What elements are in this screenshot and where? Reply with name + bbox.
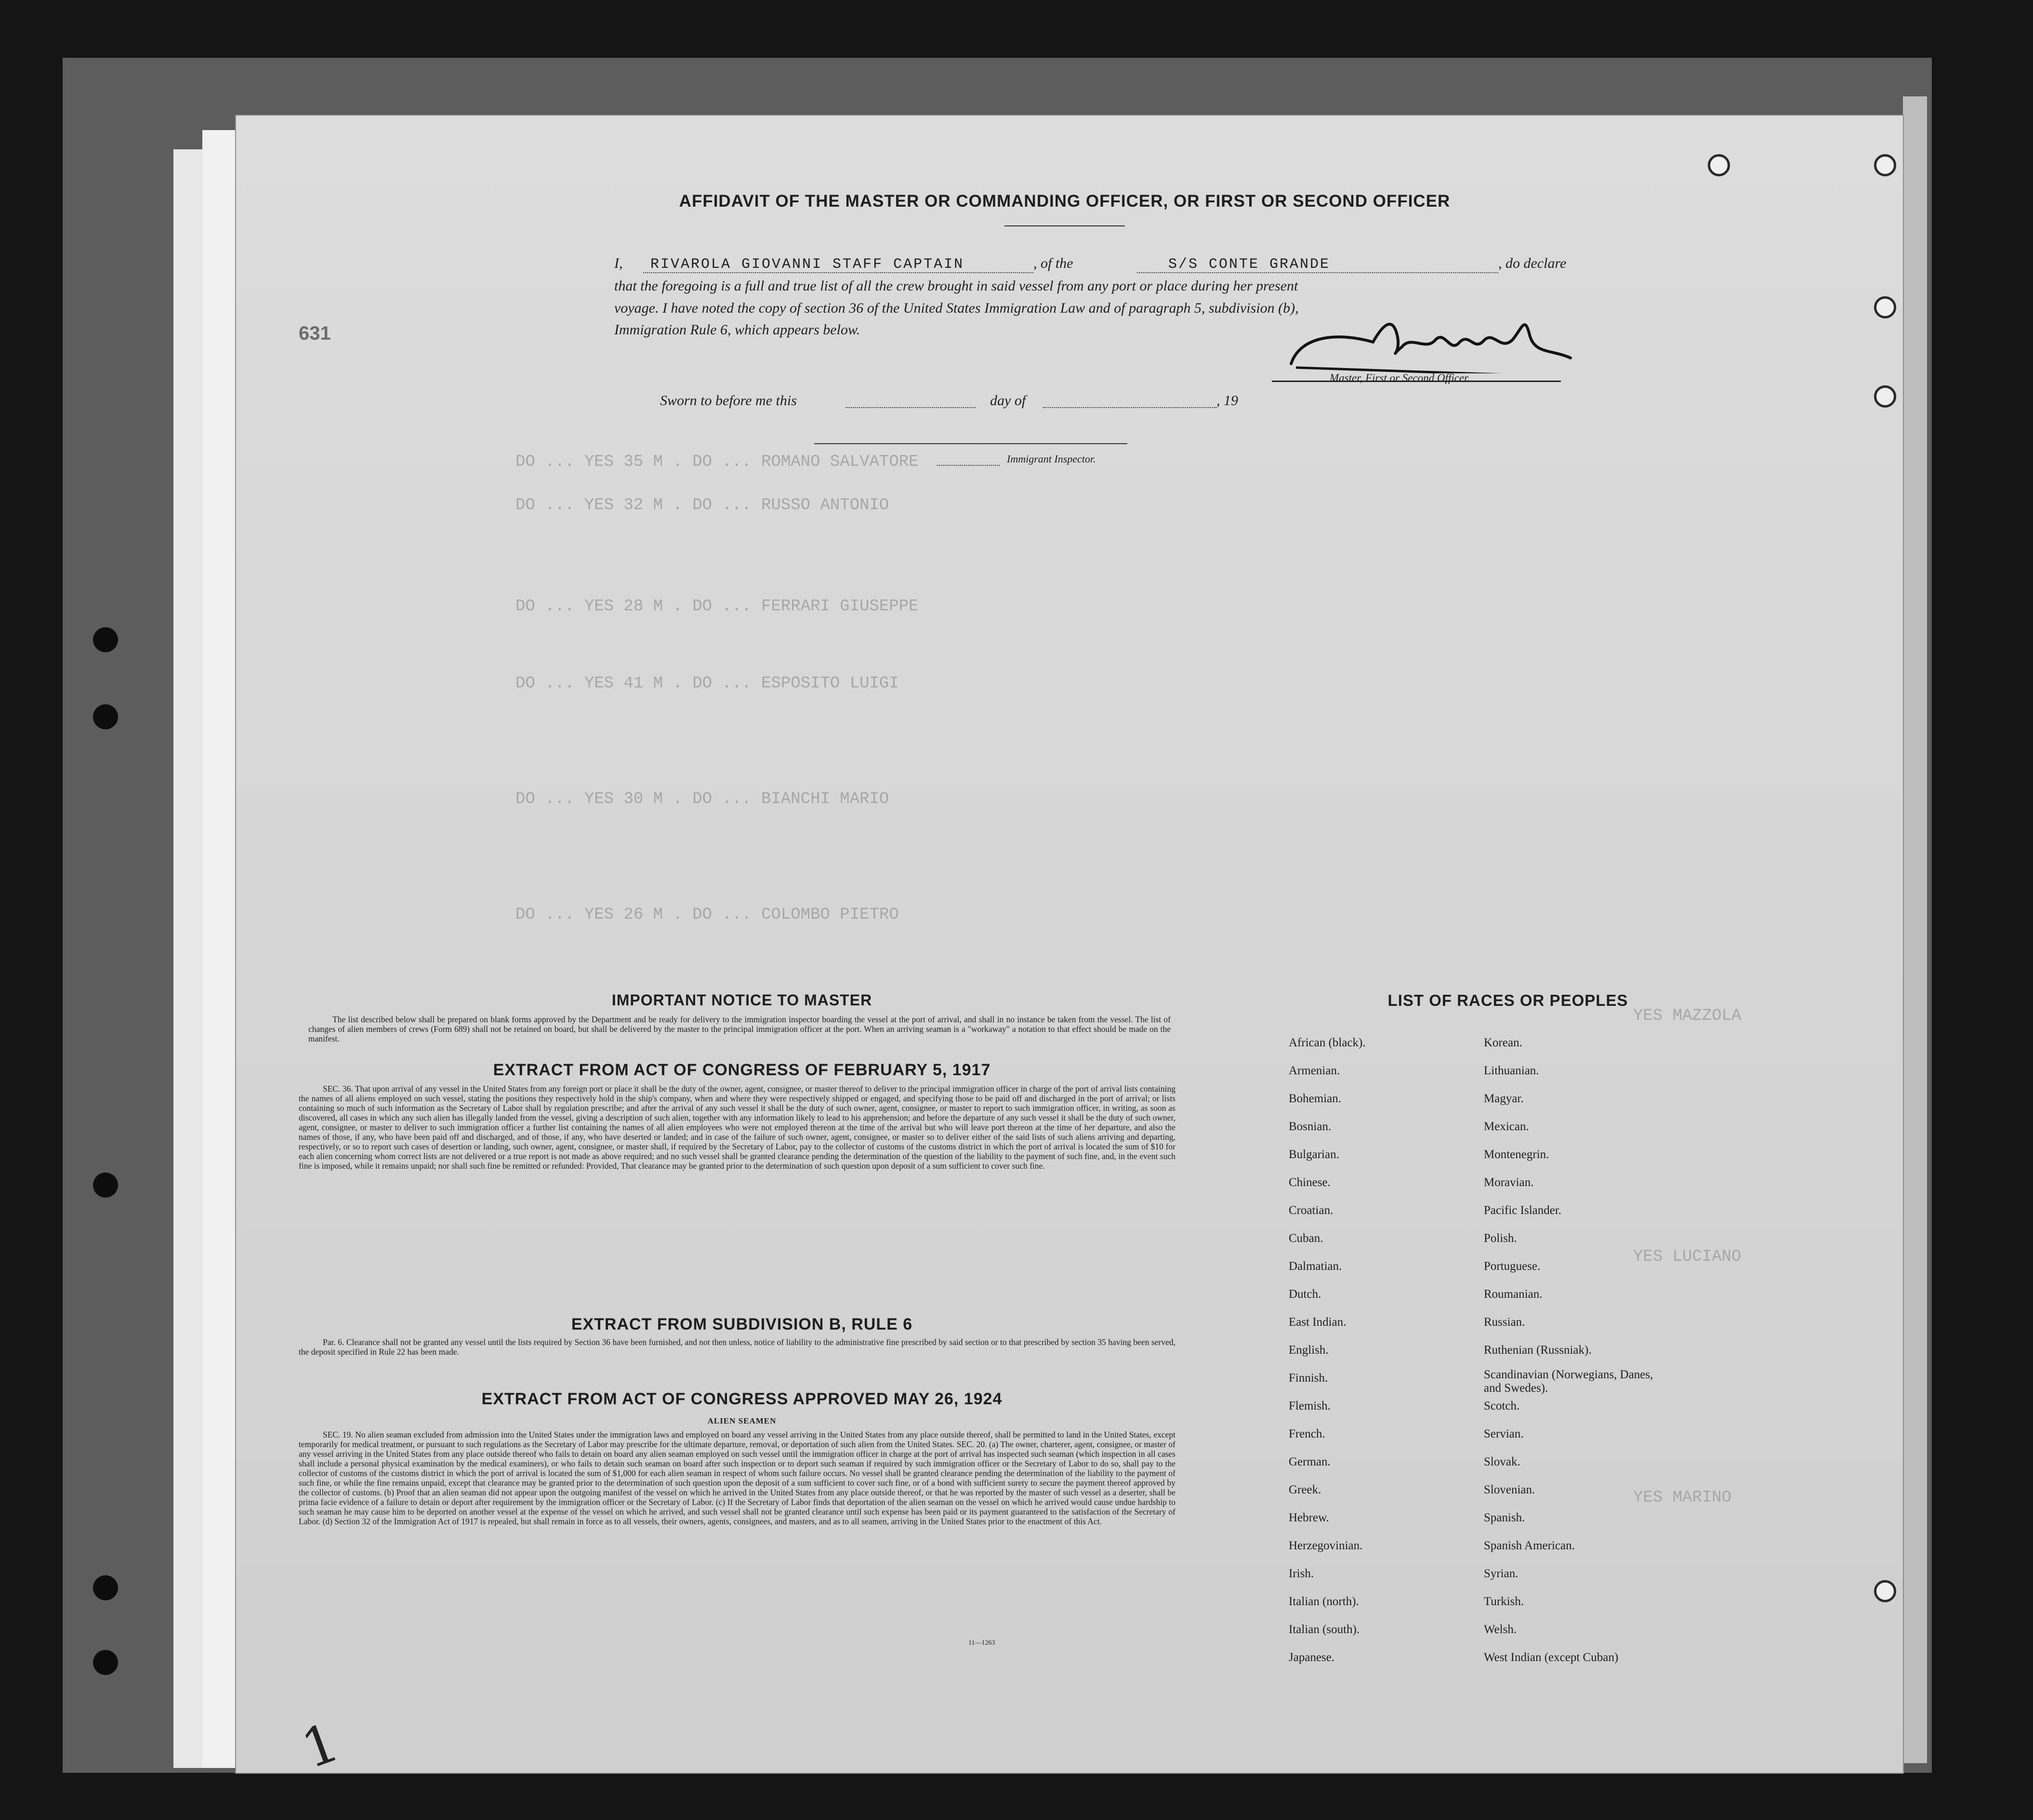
affidavit-title: AFFIDAVIT OF THE MASTER OR COMMANDING OFFICER, OR FIRST OR SECOND OFFICER bbox=[679, 192, 1451, 211]
sheet-ring-hole bbox=[1708, 154, 1730, 176]
month-line bbox=[1043, 407, 1216, 408]
race-item: Bohemian. bbox=[1289, 1092, 1342, 1105]
race-item: Greek. bbox=[1289, 1483, 1321, 1496]
inspector-label: Immigrant Inspector. bbox=[1007, 453, 1096, 465]
race-item: Italian (north). bbox=[1289, 1595, 1359, 1608]
notice-body: The list described below shall be prepared on blank forms approved by the Department and be ready for delivery to the immigration inspector boarding the vessel at the port of arrival, and shall in no instance be taken from the vessel. The list of changes of alien members of crews (Form 689) shall not be retained on board, but shall be delivered by the master to the principal immigration officer at the port. When an arriving seaman is a "workaway" a notation to that effect should be made on the manifest. bbox=[308, 1015, 1171, 1043]
act-1924-title: EXTRACT FROM ACT OF CONGRESS APPROVED MAY 26, 1924 bbox=[481, 1390, 1003, 1408]
race-item: Herzegovinian. bbox=[1289, 1539, 1363, 1552]
bleed-through-text: DO ... YES 41 M . DO ... ESPOSITO LUIGI bbox=[515, 674, 899, 693]
race-item: Mexican. bbox=[1484, 1120, 1529, 1133]
race-item: French. bbox=[1289, 1427, 1325, 1440]
vessel-line bbox=[1137, 272, 1498, 273]
race-item: Croatian. bbox=[1289, 1204, 1333, 1217]
race-item: Portuguese. bbox=[1484, 1260, 1541, 1273]
rule-6-title: EXTRACT FROM SUBDIVISION B, RULE 6 bbox=[571, 1315, 913, 1333]
underlying-sheet-edge bbox=[1903, 96, 1927, 1763]
officer-signature bbox=[1281, 306, 1619, 373]
race-item: East Indian. bbox=[1289, 1316, 1347, 1329]
race-item: Russian. bbox=[1484, 1316, 1525, 1329]
sheet-ring-hole bbox=[1874, 154, 1896, 176]
race-item: Scandinavian (Norwegians, Danes, and Swedes). bbox=[1484, 1368, 1653, 1395]
race-item: English. bbox=[1289, 1344, 1329, 1357]
race-item: German. bbox=[1289, 1455, 1331, 1468]
binder-hole bbox=[93, 704, 118, 729]
race-item: Italian (south). bbox=[1289, 1623, 1360, 1636]
bleed-through-text: YES MAZZOLA bbox=[1633, 1007, 1742, 1025]
race-item: Dutch. bbox=[1289, 1288, 1321, 1301]
signature-caption: Master, First or Second Officer. bbox=[1330, 372, 1470, 384]
race-item: Magyar. bbox=[1484, 1092, 1524, 1105]
race-item: Armenian. bbox=[1289, 1064, 1340, 1077]
affidavit-line-2: that the foregoing is a full and true list of all the crew brought in said vessel from any port or place during her present bbox=[614, 278, 1298, 294]
bleed-through-text: YES LUCIANO bbox=[1633, 1248, 1742, 1266]
binder-hole bbox=[93, 1575, 118, 1600]
race-item: Korean. bbox=[1484, 1036, 1522, 1049]
race-item: Japanese. bbox=[1289, 1651, 1335, 1664]
race-item: Hebrew. bbox=[1289, 1511, 1329, 1524]
race-item: Bosnian. bbox=[1289, 1120, 1332, 1133]
race-item: Slovak. bbox=[1484, 1455, 1520, 1468]
rule-6-body: Par. 6. Clearance shall not be granted any vessel until the lists required by Section 36 have been furnished, and not then unless, notice of liability to the administrative fine prescribed by said section or to that prescribed by section 35 having been served, the deposit specified in Rule 22 has been made. bbox=[299, 1337, 1175, 1357]
left-margin-stamp: 631 bbox=[299, 323, 331, 344]
sheet-ring-hole bbox=[1874, 1580, 1896, 1602]
race-item: Ruthenian (Russniak). bbox=[1484, 1344, 1592, 1357]
binder-hole bbox=[93, 627, 118, 652]
affidavit-line-3: voyage. I have noted the copy of section 36 of the United States Immigration Law and of paragraph 5, subdivision (b), bbox=[614, 300, 1299, 316]
day-of-label: day of bbox=[990, 393, 1026, 409]
race-item: Slovenian. bbox=[1484, 1483, 1535, 1496]
race-item: Turkish. bbox=[1484, 1595, 1524, 1608]
race-item: Finnish. bbox=[1289, 1372, 1328, 1385]
affidavit-line-4: Immigration Rule 6, which appears below. bbox=[614, 322, 860, 338]
races-title: LIST OF RACES OR PEOPLES bbox=[1387, 991, 1628, 1009]
form-number: 11—1263 bbox=[968, 1639, 995, 1647]
race-item: Syrian. bbox=[1484, 1567, 1518, 1580]
of-the-label: , of the bbox=[1033, 255, 1073, 271]
declarant-line bbox=[643, 272, 1033, 273]
race-item: Lithuanian. bbox=[1484, 1064, 1539, 1077]
underlying-sheet-edge bbox=[202, 130, 236, 1768]
signature-line bbox=[1272, 381, 1561, 382]
race-item: Moravian. bbox=[1484, 1176, 1534, 1189]
binder-hole bbox=[93, 1173, 118, 1198]
binder-hole bbox=[93, 1650, 118, 1675]
race-item: Cuban. bbox=[1289, 1232, 1323, 1245]
race-item: Scotch. bbox=[1484, 1399, 1520, 1412]
race-item: Roumanian. bbox=[1484, 1288, 1543, 1301]
inspector-dotted-line bbox=[937, 465, 1000, 466]
race-item: Pacific Islander. bbox=[1484, 1204, 1562, 1217]
handwritten-page-number: 1 bbox=[294, 1711, 347, 1781]
act-1924-subtitle: ALIEN SEAMEN bbox=[707, 1416, 777, 1425]
bleed-through-text: DO ... YES 30 M . DO ... BIANCHI MARIO bbox=[515, 790, 889, 808]
race-item: West Indian (except Cuban) bbox=[1484, 1651, 1619, 1664]
race-item: Polish. bbox=[1484, 1232, 1517, 1245]
bleed-through-text: DO ... YES 26 M . DO ... COLOMBO PIETRO bbox=[515, 906, 899, 924]
year-label: , 19 bbox=[1216, 393, 1238, 409]
title-underline bbox=[1004, 225, 1125, 226]
sworn-date-line bbox=[845, 407, 976, 408]
vessel-name: S/S CONTE GRANDE bbox=[1168, 256, 1331, 273]
bleed-through-text: DO ... YES 32 M . DO ... RUSSO ANTONIO bbox=[515, 496, 889, 514]
declarant-name: RIVAROLA GIOVANNI STAFF CAPTAIN bbox=[650, 256, 964, 273]
race-item: Flemish. bbox=[1289, 1399, 1331, 1412]
underlying-sheet-edge bbox=[173, 149, 202, 1768]
act-1917-body: SEC. 36. That upon arrival of any vessel in the United States from any foreign port or place it shall be the duty of the owner, agent, consignee, or master thereof to deliver to the principal immigration officer in charge of the port of arrival lists containing the names of all aliens employed on such vessel, stating the positions they respectively hold in the ship's company, when and where they were respectively shipped or engaged, and specifying those to be paid off and discharged in the port of arrival; or lists containing so much of such information as the Secretary of Labor shall by regulation prescribe; and after the arrival of any such vessel it shall be the duty of such owner, agent, consignee, or master to report to such immigration officer, in writing, as soon as discovered, all cases in which any such alien has illegally landed from the vessel, giving a description of such alien, together with any information likely to lead to his apprehension; and before the departure of any such vessel it shall be the duty of such owner, agent, consignee, or master to deliver to such immigration officer a further list containing the names of all alien employees who were not employed thereon at the time of the arrival but who will leave port thereon at the time of her departure, and also the names of those, if any, who have been paid off and discharged, and of those, if any, who have deserted or landed; and in case of the failure of such owner, agent, consignee, or master so to deliver either of the said lists of such aliens arriving and departing, respectively, or so to report such cases of desertion or landing, such owner, agent, consignee, or master shall, if required by the Secretary of Labor, pay to the collector of customs of the customs district in which the port of arrival is located the sum of $10 for each alien concerning whom correct lists are not delivered or a true report is not made as above required; and no such vessel shall be granted clearance pending the determination of the question of the liability to the payment of such fine, and, in the event such fine is imposed, while it remains unpaid; nor shall such fine be remitted or refunded: Provided, That clearance may be granted prior to the determination of such question upon deposit of a sum sufficient to cover such fine. bbox=[299, 1084, 1175, 1171]
sworn-label: Sworn to before me this bbox=[660, 393, 797, 409]
race-item: African (black). bbox=[1289, 1036, 1366, 1049]
bleed-through-text: DO ... YES 28 M . DO ... FERRARI GIUSEPPE bbox=[515, 597, 919, 616]
race-item: Spanish American. bbox=[1484, 1539, 1575, 1552]
manifest-sheet bbox=[236, 116, 1903, 1781]
i-prefix: I, bbox=[614, 255, 623, 271]
race-item: Chinese. bbox=[1289, 1176, 1331, 1189]
bleed-through-text: DO ... YES 35 M . DO ... ROMANO SALVATORE bbox=[515, 453, 919, 471]
act-1924-body: SEC. 19. No alien seaman excluded from admission into the United States under the immigration laws and employed on board any vessel arriving in the United States from any place outside thereof, shall be permitted to land in the United States, except temporarily for medical treatment, or pursuant to such regulations as the Secretary of Labor may prescribe for the ultimate departure, removal, or deportation of such alien from the United States. SEC. 20. (a) The owner, charterer, agent, consignee, or master of any vessel arriving in the United States from any place outside thereof who fails to detain on board any alien seaman employed on such vessel until the immigration officer in charge at the port of arrival has inspected such seaman (which inspection in all cases shall include a personal physical examination by the medical examiners), or who fails to detain such seaman on board after such inspection or to deport such seaman if required by such immigration officer or the Secretary of Labor to do so, shall pay to the collector of customs of the customs district in which the port of arrival is located the sum of $1,000 for each alien seaman in respect of whom such failure occurs. No vessel shall be granted clearance pending the determination of the liability to the payment of such fine, or while the fine remains unpaid, except that clearance may be granted prior to the determination of such question upon the deposit of a sum sufficient to cover such fine, or of a bond with sufficient surety to secure the payment thereof approved by the collector of customs. (b) Proof that an alien seaman did not appear upon the outgoing manifest of the vessel on which he arrived in the United States from any place outside thereof, or that he was reported by the master of such vessel as a deserter, shall be prima facie evidence of a failure to detain or deport after requirement by the immigration officer or the Secretary of Labor. (c) If the Secretary of Labor finds that deportation of the alien seaman on the vessel on which he arrived would cause undue hardship to such seaman he may cause him to be deported on another vessel at the expense of the vessel on which he arrived, and such vessel shall not be granted clearance until such expense has been paid or its payment guaranteed to the satisfaction of the Secretary of Labor. (d) Section 32 of the Immigration Act of 1917 is repealed, but shall remain in force as to all vessels, their owners, agents, consignees, and masters, and as to all seamen, arriving in the United States prior to the enactment of this Act. bbox=[299, 1430, 1175, 1526]
race-item: Montenegrin. bbox=[1484, 1148, 1549, 1161]
race-item: Spanish. bbox=[1484, 1511, 1525, 1524]
race-item: Dalmatian. bbox=[1289, 1260, 1342, 1273]
do-declare-label: , do declare bbox=[1498, 255, 1567, 271]
sheet-ring-hole bbox=[1874, 296, 1896, 318]
notice-title: IMPORTANT NOTICE TO MASTER bbox=[611, 991, 872, 1009]
race-item: Bulgarian. bbox=[1289, 1148, 1339, 1161]
race-item: Servian. bbox=[1484, 1427, 1524, 1440]
bleed-through-text: YES MARINO bbox=[1633, 1489, 1732, 1507]
race-item: Irish. bbox=[1289, 1567, 1314, 1580]
act-1917-title: EXTRACT FROM ACT OF CONGRESS OF FEBRUARY 5, 1917 bbox=[493, 1061, 991, 1079]
inspector-signature-line bbox=[814, 443, 1127, 444]
sheet-ring-hole bbox=[1874, 385, 1896, 408]
race-item: Welsh. bbox=[1484, 1623, 1517, 1636]
